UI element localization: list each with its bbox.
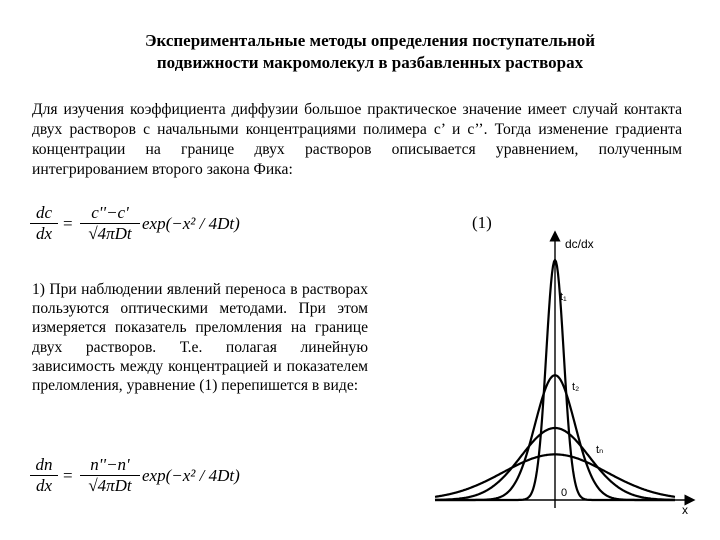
diffusion-profile-chart <box>420 228 710 528</box>
title-line-1: Экспериментальные методы определения поступательной <box>144 31 596 50</box>
eq1-lhs-fraction <box>30 203 58 244</box>
eq1-rhs-den: √4πDt <box>88 224 132 243</box>
y-axis-label: dc/dx <box>565 237 594 251</box>
eq1-lhs-den: dx <box>35 224 53 243</box>
eq1-exp: exp(−x² / 4Dt) <box>142 214 240 233</box>
slide-title <box>40 30 700 74</box>
eq2-lhs-num: dn <box>35 455 53 474</box>
equation-number: (1) <box>472 213 492 232</box>
eq1-lhs-num: dc <box>35 203 53 222</box>
eq2-rhs-fraction <box>80 455 140 496</box>
para2-text: 1) При наблюдении явлений переноса в растворах пользуются оптическими методами. При этом измеряется показатель преломления на границе двух растворов. Т.е. полагая линейную зависимость между концентрацией и показателем преломления, уравнение (1) перепишется в виде: <box>32 281 368 395</box>
x-axis-label: x <box>682 503 688 517</box>
intro-paragraph <box>32 100 682 180</box>
eq2-lhs-fraction <box>30 455 58 496</box>
curve-label-t2: t₂ <box>572 381 580 393</box>
curve-label-tn: tₙ <box>596 444 604 456</box>
intro-text: Для изучения коэффициента диффузии большое практическое значение имеет случай контакта двух растворов с начальными концентрациями полимера с’ и с’’. Тогда изменение градиента концентрации на границе двух растворов описывается уравнением, полученным интегрированием второго закона Фика: <box>32 101 682 178</box>
eq1-equals: = <box>63 214 73 233</box>
eq1-rhs-num: c''−c' <box>91 203 129 222</box>
eq2-rhs-num: n''−n' <box>90 455 130 474</box>
origin-label: 0 <box>561 487 568 499</box>
eq2-lhs-den: dx <box>35 476 53 495</box>
eq1-rhs-fraction <box>80 203 140 244</box>
eq2-equals: = <box>63 466 73 485</box>
title-line-2: подвижности макромолекул в разбавленных растворах <box>156 53 584 72</box>
eq2-exp: exp(−x² / 4Dt) <box>142 466 240 485</box>
curve-label-t1: t₁ <box>560 291 567 303</box>
paragraph-optical-methods <box>32 280 368 395</box>
eq2-rhs-den: √4πDt <box>88 476 132 495</box>
